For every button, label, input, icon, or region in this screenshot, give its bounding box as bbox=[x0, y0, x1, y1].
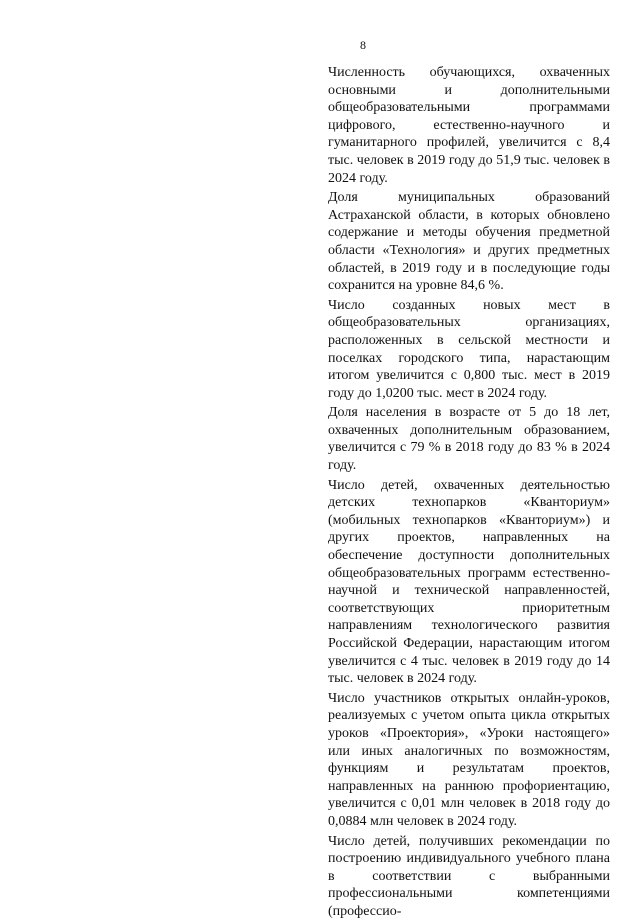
paragraph-recommendations: Число детей, получивших рекомендации по построению индивидуального учебного плана в соответствии с выбранными профессиональными компетенциями (профессио- bbox=[328, 833, 610, 919]
paragraph-additional-education: Доля населения в возрасте от 5 до 18 лет, охваченных дополнительным образованием, увеличится с 79 % в 2018 году до 83 % в 2024 году. bbox=[328, 405, 610, 474]
paragraph-students-count: Численность обучающихся, охваченных основными и дополнительными общеобразовательными программами цифрового, естественно-научного и гуманитарного профилей, увеличится с 8,4 тыс. человек в 2019 году до 51,9 тыс. человек в 2024 году. bbox=[328, 65, 610, 186]
text-column bbox=[328, 64, 610, 923]
paragraph-new-places: Число созданных новых мест в общеобразовательных организациях, расположенных в сельской местности и поселках городского типа, нарастающим итогом увеличится с 0,800 тыс. мест в 2019 году до 1,0200 тыс. мест в 2024 году. bbox=[328, 297, 610, 401]
paragraph-quantorium: Число детей, охваченных деятельностью детских технопарков «Кванториум» (мобильных технопарков «Кванториум») и других проектов, направленных на обеспечение доступности дополнительных общеобразовательных программ естественно-научной и технической направленностей, соответствующих приоритетным направлениям технологического развития Российской Федерации, нарастающим итогом увеличится с 4 тыс. человек в 2019 году до 14 тыс. человек в 2024 году. bbox=[328, 477, 610, 687]
paragraph-online-lessons: Число участников открытых онлайн-уроков, реализуемых с учетом опыта цикла открытых уроков «Проектория», «Уроки настоящего» или иных аналогичных по возможностям, функциям и результатам проектов, направленных на раннюю профориентацию, увеличится с 0,01 млн человек в 2018 году до 0,0884 млн человек в 2024 году. bbox=[328, 690, 610, 829]
paragraph-municipalities-share: Доля муниципальных образований Астраханской области, в которых обновлено содержание и методы обучения предметной области «Технология» и других предметных областей, в 2019 году и в последующие годы сохранится на уровне 84,6 %. bbox=[328, 190, 610, 294]
page-number: 8 bbox=[360, 38, 366, 52]
